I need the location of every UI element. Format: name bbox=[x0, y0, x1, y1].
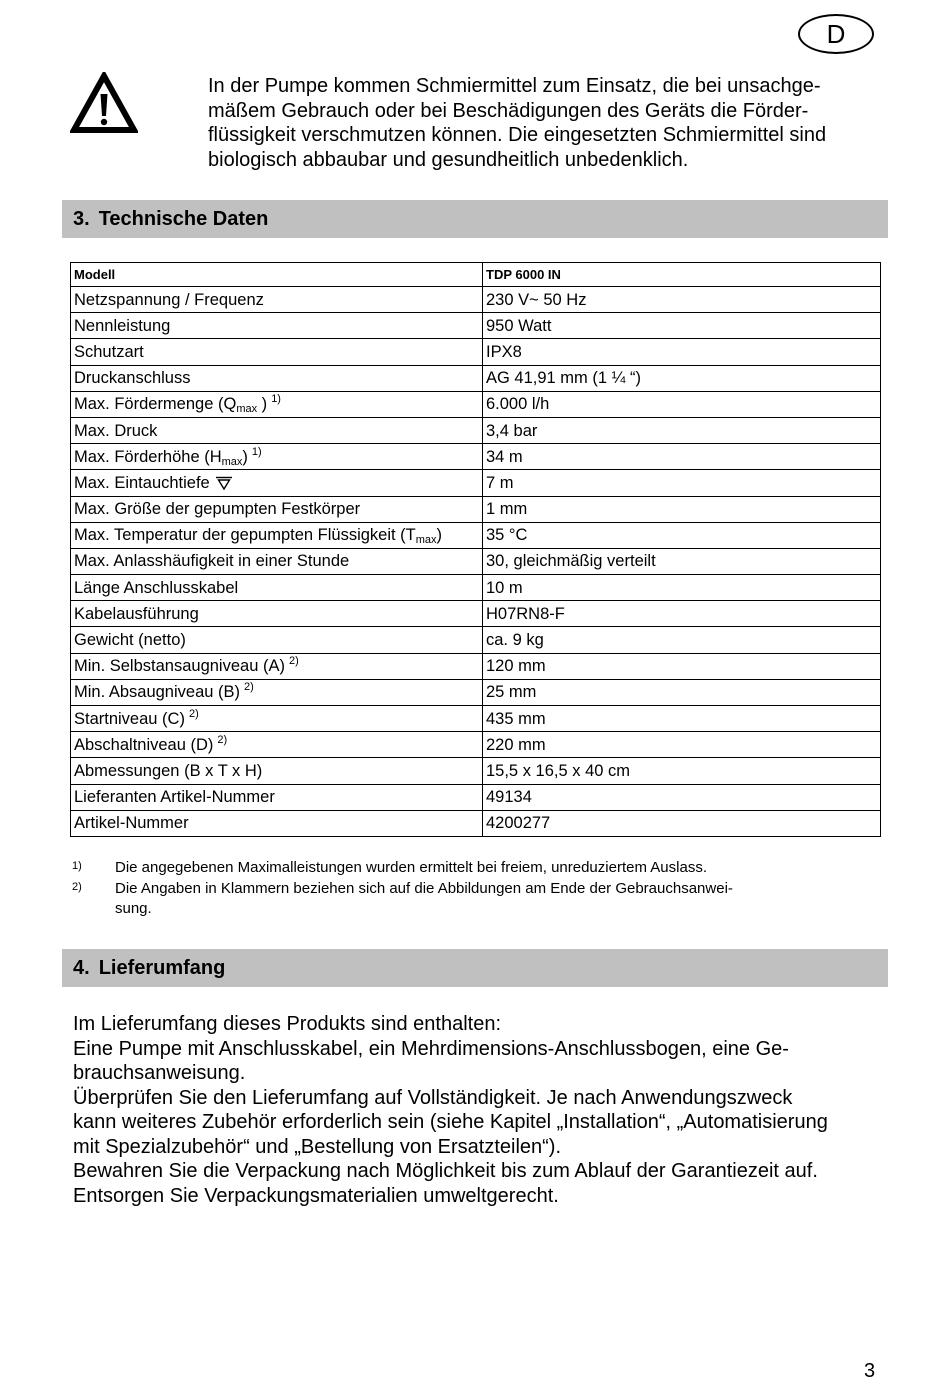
warning-line: In der Pumpe kommen Schmiermittel zum Einsatz, die bei unsachge- bbox=[208, 75, 821, 97]
paragraph-line: Entsorgen Sie Verpackungsmaterialien umweltgerecht. bbox=[73, 1184, 559, 1207]
table-row bbox=[71, 784, 881, 810]
spec-label-part: max bbox=[415, 534, 437, 547]
spec-value: 10 m bbox=[483, 575, 881, 601]
spec-value: 1 mm bbox=[483, 496, 881, 522]
spec-value: ca. 9 kg bbox=[483, 627, 881, 653]
paragraph-line: Im Lieferumfang dieses Produkts sind enthalten: bbox=[73, 1013, 502, 1035]
spec-value: 6.000 l/h bbox=[483, 391, 881, 417]
section-title: Lieferumfang bbox=[98, 956, 226, 979]
footnote-ref: 2) bbox=[288, 655, 299, 668]
spec-label-part: Max. Eintauchtiefe bbox=[74, 473, 210, 492]
spec-label bbox=[71, 627, 483, 653]
spec-label bbox=[71, 313, 483, 339]
spec-value: 34 m bbox=[483, 444, 881, 470]
header-value: TDP 6000 IN bbox=[483, 263, 881, 287]
spec-label-part: Netzspannung / Frequenz bbox=[74, 290, 264, 309]
spec-value: 35 °C bbox=[483, 522, 881, 548]
spec-label-part: Länge Anschlusskabel bbox=[74, 578, 239, 597]
spec-value: 435 mm bbox=[483, 706, 881, 732]
footnote-line: Die Angaben in Klammern beziehen sich auf die Abbildungen am Ende der Gebrauchsanwei- bbox=[115, 879, 733, 897]
paragraph-line: Bewahren Sie die Verpackung nach Möglichkeit bis zum Ablauf der Garantiezeit auf. bbox=[73, 1160, 818, 1182]
footnote-line: sung. bbox=[115, 900, 152, 917]
spec-label-part: Artikel-Nummer bbox=[74, 814, 189, 833]
spec-label-part: max bbox=[221, 455, 243, 468]
section-number: 4. bbox=[73, 956, 90, 979]
section-title: Technische Daten bbox=[98, 207, 269, 230]
table-row bbox=[71, 706, 881, 732]
spec-label bbox=[71, 706, 483, 732]
table-header-row bbox=[71, 263, 881, 287]
table-row bbox=[71, 365, 881, 391]
warning-line: biologisch abbaubar und gesundheitlich unbedenklich. bbox=[208, 148, 689, 171]
spec-label-part: Schutzart bbox=[74, 342, 144, 361]
spec-label-part: ) bbox=[436, 526, 443, 545]
table-row bbox=[71, 496, 881, 522]
spec-label bbox=[71, 732, 483, 758]
spec-value: 4200277 bbox=[483, 810, 881, 836]
footnote-mark: 1) bbox=[72, 860, 82, 872]
spec-label bbox=[71, 496, 483, 522]
footnotes bbox=[72, 858, 862, 920]
spec-label bbox=[71, 653, 483, 679]
spec-value: 950 Watt bbox=[483, 313, 881, 339]
footnote-text bbox=[115, 879, 862, 920]
spec-label-part: Max. Förderhöhe (H bbox=[74, 447, 222, 466]
paragraph-line: mit Spezialzubehör“ und „Bestellung von Ersatzteilen“). bbox=[73, 1135, 562, 1158]
spec-label-part: Max. Temperatur der gepumpten Flüssigkeit (T bbox=[74, 526, 416, 545]
paragraph-line: kann weiteres Zubehör erforderlich sein (siehe Kapitel „Installation“, „Automatisierung bbox=[73, 1111, 828, 1133]
warning-triangle-icon bbox=[70, 72, 138, 134]
spec-value: 30, gleichmäßig verteilt bbox=[483, 548, 881, 574]
spec-label bbox=[71, 339, 483, 365]
spec-label bbox=[71, 601, 483, 627]
spec-value: H07RN8-F bbox=[483, 601, 881, 627]
spec-label-part: Gewicht (netto) bbox=[74, 631, 186, 650]
spec-label-part: Lieferanten Artikel-Nummer bbox=[74, 788, 275, 807]
spec-label bbox=[71, 679, 483, 705]
paragraph-line: Überprüfen Sie den Lieferumfang auf Vollständigkeit. Je nach Anwendungszweck bbox=[73, 1086, 793, 1109]
table-row bbox=[71, 287, 881, 313]
spec-label-part: Max. Druck bbox=[74, 421, 158, 440]
spec-value: 220 mm bbox=[483, 732, 881, 758]
table-row bbox=[71, 313, 881, 339]
table-row bbox=[71, 627, 881, 653]
spec-label bbox=[71, 548, 483, 574]
spec-label-part: Druckanschluss bbox=[74, 369, 191, 388]
spec-value: IPX8 bbox=[483, 339, 881, 365]
spec-value: 49134 bbox=[483, 784, 881, 810]
table-row bbox=[71, 758, 881, 784]
table-row bbox=[71, 653, 881, 679]
footnote-ref: 1) bbox=[251, 445, 262, 458]
spec-label bbox=[71, 391, 483, 417]
spec-label bbox=[71, 287, 483, 313]
spec-label-part: Max. Fördermenge (Q bbox=[74, 395, 237, 414]
section-heading-technical-data bbox=[62, 200, 888, 238]
table-row bbox=[71, 522, 881, 548]
spec-label-part: Min. Selbstansaugniveau (A) bbox=[74, 657, 285, 676]
page-number: 3 bbox=[864, 1360, 876, 1382]
table-row bbox=[71, 679, 881, 705]
spec-label bbox=[71, 522, 483, 548]
spec-label bbox=[71, 758, 483, 784]
water-level-icon bbox=[216, 476, 232, 490]
spec-value: 120 mm bbox=[483, 653, 881, 679]
spec-label bbox=[71, 444, 483, 470]
spec-label-part: Kabelausführung bbox=[74, 604, 199, 623]
paragraph-line: brauchsanweisung. bbox=[73, 1062, 246, 1084]
spec-value: 3,4 bar bbox=[483, 417, 881, 443]
spec-label-part: ) bbox=[257, 395, 268, 414]
spec-value: AG 41,91 mm (1 ¼ “) bbox=[483, 365, 881, 391]
table-row bbox=[71, 339, 881, 365]
language-badge: D bbox=[798, 14, 874, 54]
table-row bbox=[71, 417, 881, 443]
warning-line: flüssigkeit verschmutzen können. Die eingesetzten Schmiermittel sind bbox=[208, 124, 827, 146]
spec-table bbox=[70, 262, 881, 837]
table-row bbox=[71, 470, 881, 496]
spec-label bbox=[71, 365, 483, 391]
spec-label bbox=[71, 575, 483, 601]
spec-value: 25 mm bbox=[483, 679, 881, 705]
spec-label-part: Max. Anlasshäufigkeit in einer Stunde bbox=[74, 552, 350, 571]
spec-label bbox=[71, 784, 483, 810]
footnote-text: Die angegebenen Maximalleistungen wurden ermittelt bei freiem, unreduziertem Auslass. bbox=[115, 859, 707, 876]
table-row bbox=[71, 391, 881, 417]
table-row bbox=[71, 810, 881, 836]
spec-label-part: Max. Größe der gepumpten Festkörper bbox=[74, 500, 361, 519]
paragraph-line: Eine Pumpe mit Anschlusskabel, ein Mehrdimensions-Anschlussbogen, eine Ge- bbox=[73, 1037, 789, 1060]
spec-value: 15,5 x 16,5 x 40 cm bbox=[483, 758, 881, 784]
footnote-ref: 2) bbox=[188, 707, 199, 720]
spec-label-part: Abmessungen (B x T x H) bbox=[74, 761, 263, 780]
footnote-1 bbox=[72, 858, 862, 879]
spec-label bbox=[71, 810, 483, 836]
footnote-2 bbox=[72, 879, 862, 920]
spec-label-part: ) bbox=[242, 447, 248, 466]
spec-label bbox=[71, 417, 483, 443]
spec-label-part: Abschaltniveau (D) bbox=[74, 735, 214, 754]
footnote-ref: 1) bbox=[271, 393, 281, 406]
delivery-text bbox=[73, 1012, 888, 1208]
table-row bbox=[71, 575, 881, 601]
section-number: 3. bbox=[73, 207, 90, 230]
spec-value: 7 m bbox=[483, 470, 881, 496]
footnote-mark: 2) bbox=[72, 880, 82, 893]
warning-text bbox=[208, 74, 888, 172]
table-row bbox=[71, 444, 881, 470]
footnote-ref: 2) bbox=[217, 733, 228, 746]
footnote-ref: 2) bbox=[244, 681, 254, 694]
warning-line: mäßem Gebrauch oder bei Beschädigungen des Geräts die Förder- bbox=[208, 99, 809, 122]
spec-label-part: Startniveau (C) bbox=[74, 709, 185, 728]
header-label: Modell bbox=[71, 263, 483, 287]
section-heading-delivery bbox=[62, 949, 888, 987]
table-row bbox=[71, 548, 881, 574]
spec-label-part: max bbox=[236, 403, 258, 416]
spec-label bbox=[71, 470, 483, 496]
table-row bbox=[71, 601, 881, 627]
spec-label-part: Nennleistung bbox=[74, 316, 171, 335]
spec-value: 230 V~ 50 Hz bbox=[483, 287, 881, 313]
table-row bbox=[71, 732, 881, 758]
spec-label-part: Min. Absaugniveau (B) bbox=[74, 683, 241, 702]
